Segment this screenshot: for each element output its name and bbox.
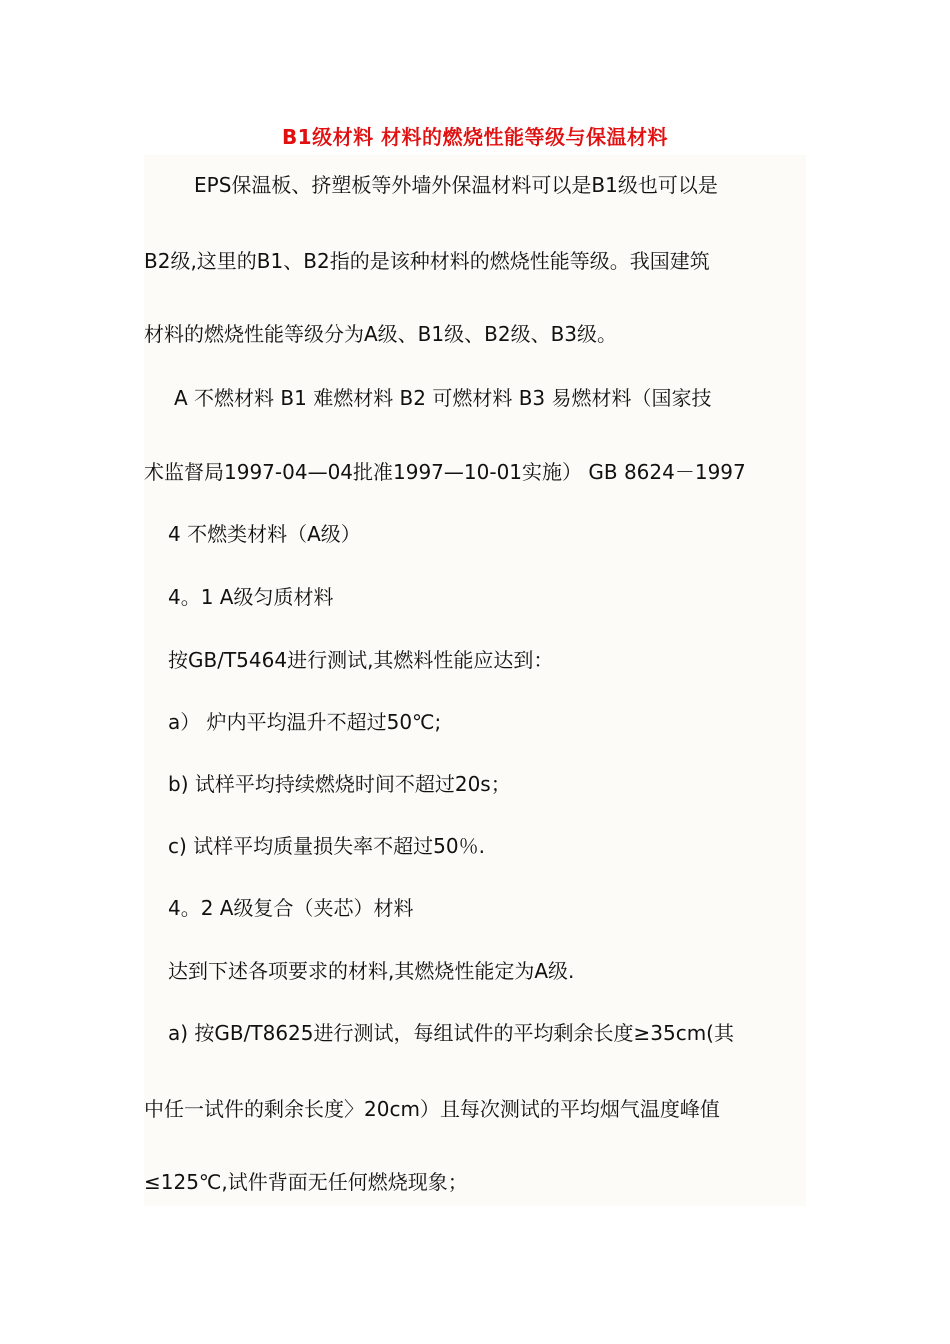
paragraph-line: 达到下述各项要求的材料,其燃烧性能定为A级.	[168, 959, 575, 983]
section-heading: 4 不燃类材料（A级）	[168, 522, 361, 546]
paragraph-line: A 不燃材料 B1 难燃材料 B2 可燃材料 B3 易燃材料（国家技	[174, 386, 712, 410]
paragraph-line: ≤125℃,试件背面无任何燃烧现象；	[144, 1170, 468, 1194]
list-item: a） 炉内平均温升不超过50℃;	[168, 710, 442, 734]
paragraph-line: 中任一试件的剩余长度〉20cm）且每次测试的平均烟气温度峰值	[144, 1097, 720, 1121]
list-item: a) 按GB/T8625进行测试，每组试件的平均剩余长度≥35cm(其	[168, 1021, 734, 1045]
paragraph-line: EPS保温板、挤塑板等外墙外保温材料可以是B1级也可以是	[194, 173, 718, 197]
list-item: c) 试样平均质量损失率不超过50％.	[168, 834, 485, 858]
document-body	[144, 155, 806, 1206]
list-item: b) 试样平均持续燃烧时间不超过20s；	[168, 772, 511, 796]
paragraph-line: 按GB/T5464进行测试,其燃料性能应达到：	[168, 648, 554, 672]
section-heading: 4。1 A级匀质材料	[168, 585, 334, 609]
paragraph-line: 术监督局1997-04—04批准1997—10-01实施） GB 8624－1997	[144, 460, 746, 484]
document-title: B1级材料 材料的燃烧性能等级与保温材料	[281, 125, 669, 149]
paragraph-line: 材料的燃烧性能等级分为A级、B1级、B2级、B3级。	[144, 322, 618, 346]
section-heading: 4。2 A级复合（夹芯）材料	[168, 896, 414, 920]
paragraph-line: B2级,这里的B1、B2指的是该种材料的燃烧性能等级。我国建筑	[144, 249, 710, 273]
